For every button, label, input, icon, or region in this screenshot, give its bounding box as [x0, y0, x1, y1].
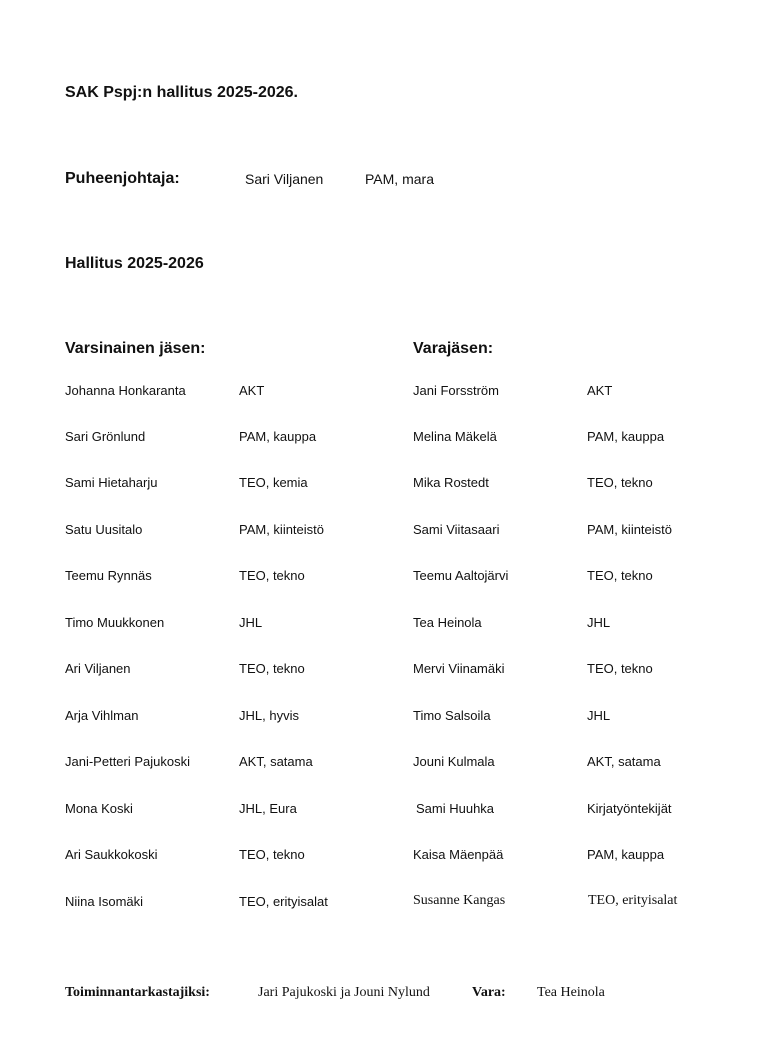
member-org: TEO, erityisalat — [239, 894, 328, 909]
chair-label: Puheenjohtaja: — [65, 170, 180, 187]
regular-member-heading: Varsinainen jäsen: — [65, 340, 206, 357]
deputy-name: Mervi Viinamäki — [413, 661, 505, 676]
deputy-name: Timo Salsoila — [413, 708, 491, 723]
deputy-org: TEO, erityisalat — [588, 893, 678, 908]
deputy-name: Sami Viitasaari — [413, 522, 500, 537]
deputy-org: JHL — [587, 708, 611, 723]
member-org: JHL, hyvis — [239, 708, 299, 723]
deputy-org: AKT — [587, 383, 613, 398]
member-org: TEO, tekno — [239, 847, 305, 862]
deputy-name: Tea Heinola — [413, 615, 482, 630]
deputy-name: Susanne Kangas — [413, 893, 506, 908]
deputy-org: PAM, kiinteistö — [587, 522, 673, 537]
member-name: Niina Isomäki — [65, 894, 144, 909]
member-org: TEO, kemia — [239, 475, 308, 490]
member-name: Timo Muukkonen — [65, 615, 165, 630]
deputy-org: TEO, tekno — [587, 661, 653, 676]
deputy-name: Jouni Kulmala — [413, 754, 495, 769]
member-name: Mona Koski — [65, 801, 133, 816]
deputy-org: PAM, kauppa — [587, 429, 665, 444]
member-name: Teemu Rynnäs — [65, 568, 152, 583]
deputy-name: Kaisa Mäenpää — [413, 847, 504, 862]
deputy-org: AKT, satama — [587, 754, 661, 769]
vara-name: Tea Heinola — [537, 985, 605, 1000]
deputy-org: TEO, tekno — [587, 475, 653, 490]
member-name: Ari Viljanen — [65, 661, 131, 676]
member-org: PAM, kiinteistö — [239, 522, 325, 537]
member-org: JHL — [239, 615, 263, 630]
document-title: SAK Pspj:n hallitus 2025-2026. — [65, 84, 298, 101]
deputy-org: TEO, tekno — [587, 568, 653, 583]
member-name: Arja Vihlman — [65, 708, 139, 723]
auditors-names: Jari Pajukoski ja Jouni Nylund — [258, 985, 430, 1000]
board-heading: Hallitus 2025-2026 — [65, 255, 204, 272]
member-org: PAM, kauppa — [239, 429, 317, 444]
member-org: JHL, Eura — [239, 801, 297, 816]
deputy-org: JHL — [587, 615, 611, 630]
member-org: AKT, satama — [239, 754, 313, 769]
deputy-name: Jani Forsström — [413, 383, 499, 398]
auditors-label: Toiminnantarkastajiksi: — [65, 985, 210, 1000]
deputy-org: PAM, kauppa — [587, 847, 665, 862]
member-name: Jani-Petteri Pajukoski — [65, 754, 190, 769]
chair-name: Sari Viljanen — [245, 171, 324, 187]
deputy-name: Mika Rostedt — [413, 475, 489, 490]
chair-org: PAM, mara — [365, 171, 434, 187]
member-name: Satu Uusitalo — [65, 522, 143, 537]
member-org: AKT — [239, 383, 265, 398]
member-org: TEO, tekno — [239, 661, 305, 676]
deputy-name: Sami Huuhka — [416, 801, 495, 816]
deputy-name: Teemu Aaltojärvi — [413, 568, 509, 583]
deputy-member-heading: Varajäsen: — [413, 340, 494, 357]
vara-label: Vara: — [472, 985, 506, 1000]
member-name: Sami Hietaharju — [65, 475, 158, 490]
member-name: Ari Saukkokoski — [65, 847, 158, 862]
member-org: TEO, tekno — [239, 568, 305, 583]
member-name: Johanna Honkaranta — [65, 383, 186, 398]
deputy-org: Kirjatyöntekijät — [587, 801, 672, 816]
deputy-name: Melina Mäkelä — [413, 429, 497, 444]
member-name: Sari Grönlund — [65, 429, 146, 444]
